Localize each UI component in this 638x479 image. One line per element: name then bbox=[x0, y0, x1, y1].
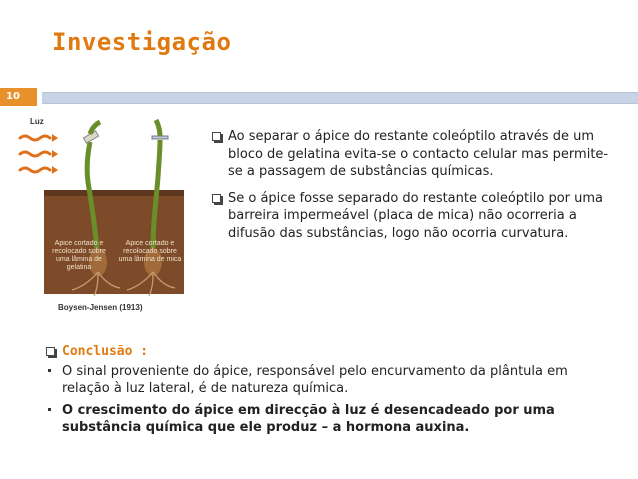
conclusion-heading: Conclusão : bbox=[46, 343, 616, 361]
caption-mica: Ápice cortado e recolocado sobre uma lâmina de mica bbox=[118, 240, 182, 263]
conclusion-section bbox=[46, 343, 616, 441]
slide-title: Investigação bbox=[52, 28, 232, 56]
caption-gelatin: Ápice cortado e recolocado sobre uma lâmina de gelatina bbox=[52, 240, 106, 271]
square-bullet-icon bbox=[212, 132, 221, 141]
bullet-text: Se o ápice fosse separado do restante coleóptilo por uma barreira impermeável (placa de mica) não ocorreria a difusão das substâncias, logo não ocorria curvatura. bbox=[228, 190, 603, 241]
bullet-item bbox=[212, 190, 612, 243]
figure-credit: Boysen-Jensen (1913) bbox=[58, 303, 143, 312]
boysen-jensen-figure bbox=[18, 112, 190, 320]
square-bullet-icon bbox=[212, 194, 221, 203]
slide-number: 10 bbox=[0, 88, 37, 106]
conclusion-item bbox=[46, 363, 616, 398]
experiment-illustration bbox=[18, 112, 190, 320]
conclusion-text: O crescimento do ápice em direcção à luz é desencadeado por uma substância química que ele produz – a hormona auxina. bbox=[62, 402, 555, 435]
dot-bullet-icon bbox=[48, 408, 51, 411]
conclusion-item bbox=[46, 402, 616, 437]
square-bullet-icon bbox=[46, 347, 55, 356]
header-rule bbox=[42, 92, 638, 104]
dot-bullet-icon bbox=[48, 369, 51, 372]
experiment-bullets bbox=[212, 128, 612, 251]
bullet-item bbox=[212, 128, 612, 181]
conclusion-text: O sinal proveniente do ápice, responsável pelo encurvamento da plântula em relação à luz lateral, é de natureza química. bbox=[62, 363, 568, 396]
light-label: Luz bbox=[30, 117, 44, 126]
bullet-text: Ao separar o ápice do restante coleóptilo através de um bloco de gelatina evita-se o contacto celular mas permite-se a passagem de substâncias químicas. bbox=[228, 129, 609, 179]
